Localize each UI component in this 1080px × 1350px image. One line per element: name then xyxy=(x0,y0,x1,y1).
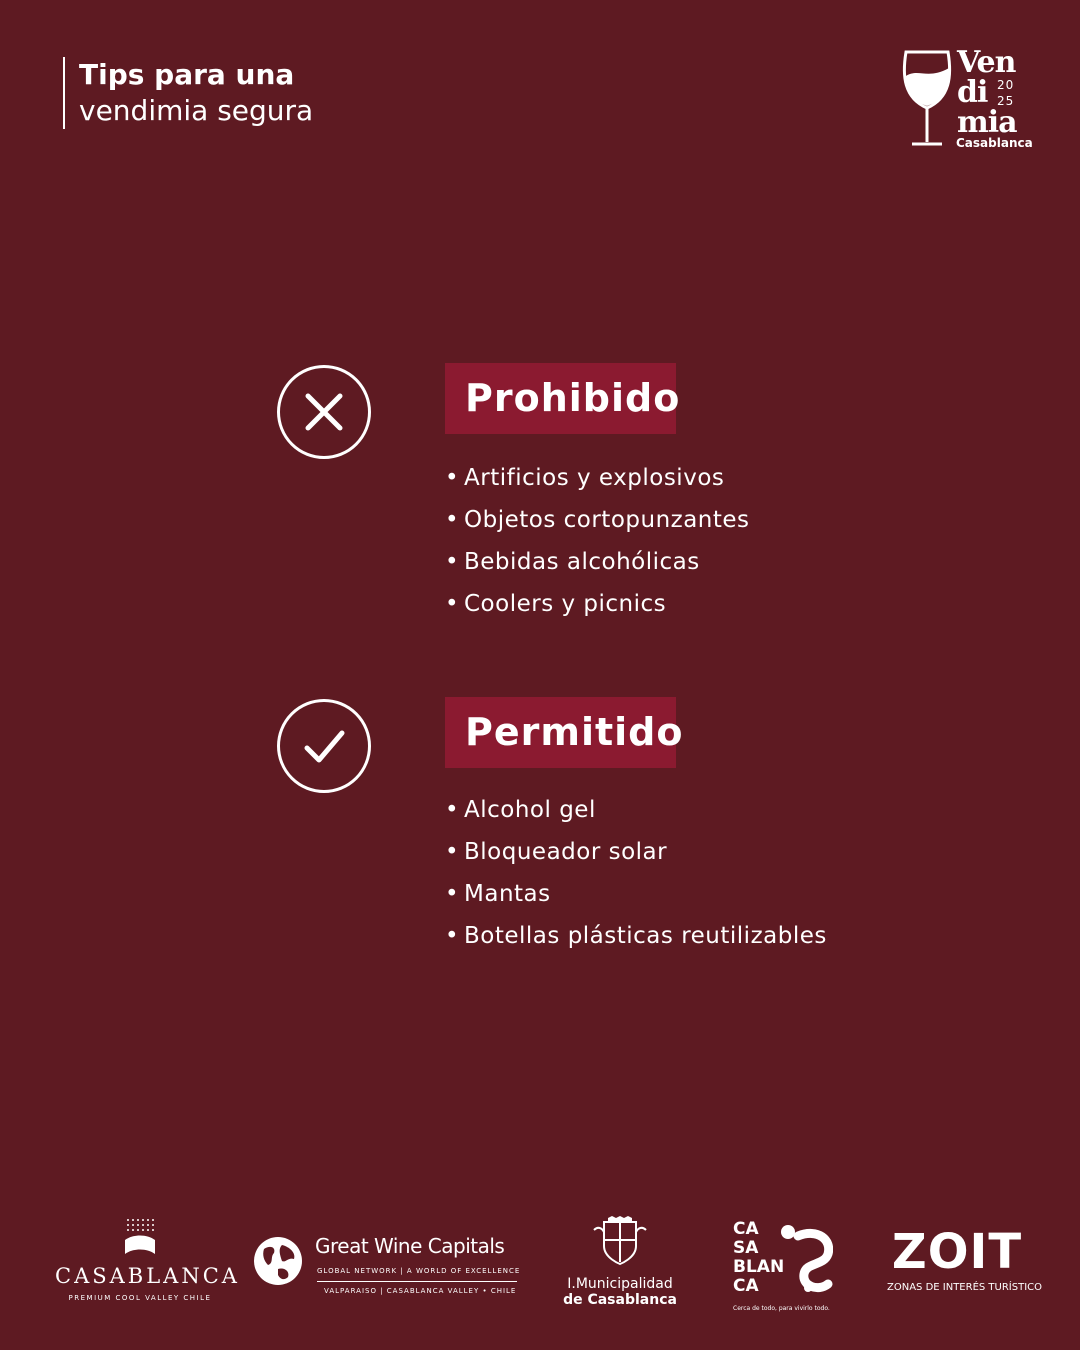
gwc-subtitle: GLOBAL NETWORK | A WORLD OF EXCELLENCE xyxy=(317,1267,521,1275)
prohibited-section xyxy=(0,363,1080,623)
logo-line-3: mia xyxy=(957,105,1017,140)
list-item: • Objetos cortopunzantes xyxy=(445,507,750,533)
list-item: • Artificios y explosivos xyxy=(445,465,725,491)
municipality-line-1: I.Municipalidad xyxy=(567,1276,673,1292)
logo-line-2: di xyxy=(957,75,988,110)
municipality-logo xyxy=(560,1216,680,1308)
list-item: • Alcohol gel xyxy=(445,797,596,823)
prohibited-list xyxy=(445,457,750,625)
allowed-title: Permitido xyxy=(445,697,676,768)
vendimia-logo xyxy=(900,45,1033,152)
header-title xyxy=(63,57,313,129)
wine-glass-icon xyxy=(900,46,954,150)
list-item: • Mantas xyxy=(445,881,551,907)
prohibited-title: Prohibido xyxy=(445,363,676,434)
logo-year-bottom: 25 xyxy=(997,94,1015,108)
c-swirl-icon xyxy=(778,1222,833,1300)
logo-place: Casablanca xyxy=(956,136,1033,150)
list-item: • Botellas plásticas reutilizables xyxy=(445,923,827,949)
zoit-logo xyxy=(887,1224,1042,1293)
gwc-name: Great Wine Capitals xyxy=(315,1234,505,1258)
sponsor-logos xyxy=(0,1210,1080,1320)
cb-letters-2: SA xyxy=(733,1238,759,1258)
list-item: • Bloqueador solar xyxy=(445,839,668,865)
coat-of-arms-icon xyxy=(590,1216,650,1268)
gwc-divider xyxy=(317,1281,517,1282)
allowed-section xyxy=(0,697,1080,957)
casablanca-name: CASABLANCA xyxy=(55,1264,240,1288)
gwc-locations: VALPARAISO | CASABLANCA VALLEY • CHILE xyxy=(324,1287,517,1295)
cb-tagline: Cerca de todo, para vivirlo todo. xyxy=(733,1305,830,1312)
great-wine-capitals-logo xyxy=(252,1232,522,1307)
allowed-list xyxy=(445,789,827,957)
title-line-1: Tips para una xyxy=(79,58,295,91)
title-line-2: vendimia segura xyxy=(79,94,314,127)
municipality-line-2: de Casablanca xyxy=(563,1292,677,1308)
zoit-subtitle: ZONAS DE INTERÉS TURÍSTICO xyxy=(887,1282,1042,1293)
cb-letters-1: CA xyxy=(733,1219,759,1239)
logo-year-top: 20 xyxy=(997,78,1015,92)
cb-letters-4: CA xyxy=(733,1276,759,1296)
check-circle-icon xyxy=(277,699,371,793)
casablanca-valley-logo xyxy=(55,1216,240,1302)
logo-line-1: Ven xyxy=(957,45,1016,80)
casablanca-subtitle: PREMIUM COOL VALLEY CHILE xyxy=(68,1294,212,1302)
zoit-name: ZOIT xyxy=(891,1224,1023,1280)
globe-icon xyxy=(252,1235,304,1287)
vineyard-icon xyxy=(123,1216,157,1256)
casablanca-city-logo xyxy=(733,1220,843,1310)
cb-letters-3: BLAN xyxy=(733,1257,785,1277)
list-item: • Bebidas alcohólicas xyxy=(445,549,700,575)
close-circle-icon xyxy=(277,365,371,459)
list-item: • Coolers y picnics xyxy=(445,591,667,617)
